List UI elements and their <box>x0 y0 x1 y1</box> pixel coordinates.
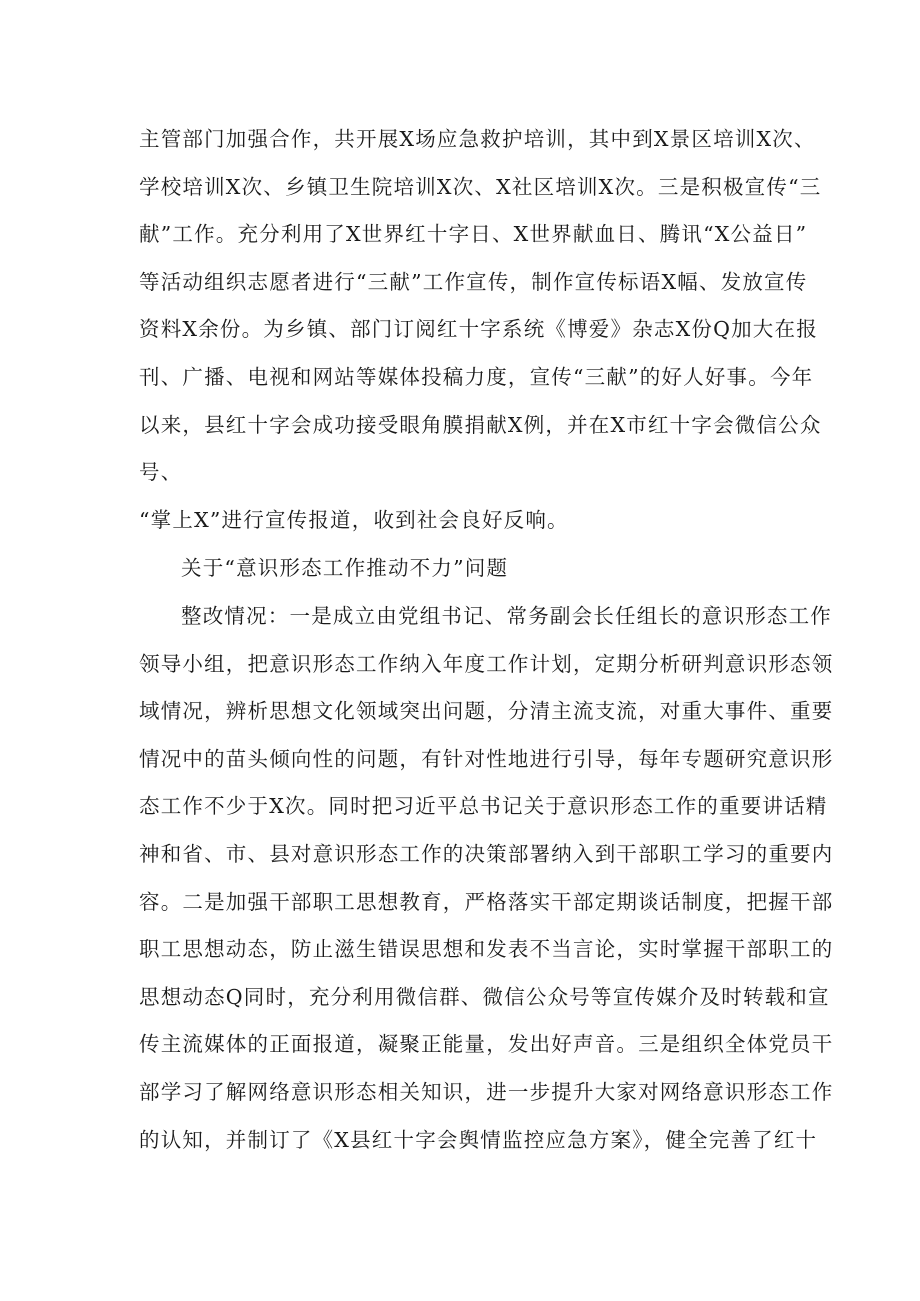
text-line: 献”工作。充分利用了X世界红十字日、X世界献血日、腾讯“X公益日” <box>139 222 808 247</box>
text-line: 资料X余份。为乡镇、部门订阅红十字系统《博爱》杂志X份Q加大在报 <box>139 317 818 342</box>
paragraph-media-report <box>139 497 789 545</box>
text-line: 容。二是加强干部职工思想教育，严格落实干部定期谈话制度，把握干部 <box>139 889 834 914</box>
text-line: 域情况，辨析思想文化领域突出问题，分清主流支流，对重大事件、重要 <box>139 699 834 724</box>
text-line: “掌上X”进行宣传报道，收到社会良好反响。 <box>139 508 569 532</box>
text-line: 神和省、市、县对意识形态工作的决策部署纳入到干部职工学习的重要内 <box>139 841 834 866</box>
text-line: 等活动组织志愿者进行“三献”工作宣传，制作宣传标语X幅、发放宣传 <box>139 269 808 294</box>
text-line: 部学习了解网络意识形态相关知识，进一步提升大家对网络意识形态工作 <box>139 1079 834 1104</box>
text-line: 整改情况：一是成立由党组书记、常务副会长任组长的意识形态工作 <box>181 604 832 628</box>
text-line: 号、 <box>139 460 183 485</box>
text-line: 思想动态Q同时，充分利用微信群、微信公众号等宣传媒介及时转载和宣 <box>139 984 830 1009</box>
text-line: 的认知，并制订了《X县红十字会舆情监控应急方案》，健全完善了红十 <box>139 1127 818 1152</box>
text-line: 以来，县红十字会成功接受眼角膜捐献X例，并在X市红十字会微信公众 <box>139 412 822 437</box>
text-line: 态工作不少于X次。同时把习近平总书记关于意识形态工作的重要讲话精 <box>139 794 828 819</box>
text-line: 职工思想动态，防止滋生错误思想和发表不当言论，实时掌握干部职工的 <box>139 937 834 962</box>
text-line: 情况中的苗头倾向性的问题，有针对性地进行引导，每年专题研究意识形 <box>139 746 834 771</box>
text-line: 传主流媒体的正面报道，凝聚正能量，发出好声音。三是组织全体党员干 <box>139 1032 834 1057</box>
paragraph-rectification <box>139 593 834 1164</box>
text-line: 刊、广播、电视和网站等媒体投稿力度，宣传“三献”的好人好事。今年 <box>139 364 814 389</box>
text-line: 主管部门加强合作，共开展X场应急救护培训，其中到X景区培训X次、 <box>139 127 816 151</box>
paragraph-training-publicity <box>139 116 822 497</box>
text-line: 学校培训X次、乡镇卫生院培训X次、X社区培训X次。三是积极宣传“三 <box>139 174 822 199</box>
section-heading: 关于“意识形态工作推动不力”问题 <box>181 556 509 580</box>
text-line: 领导小组，把意识形态工作纳入年度工作计划，定期分析研判意识形态领 <box>139 651 834 676</box>
